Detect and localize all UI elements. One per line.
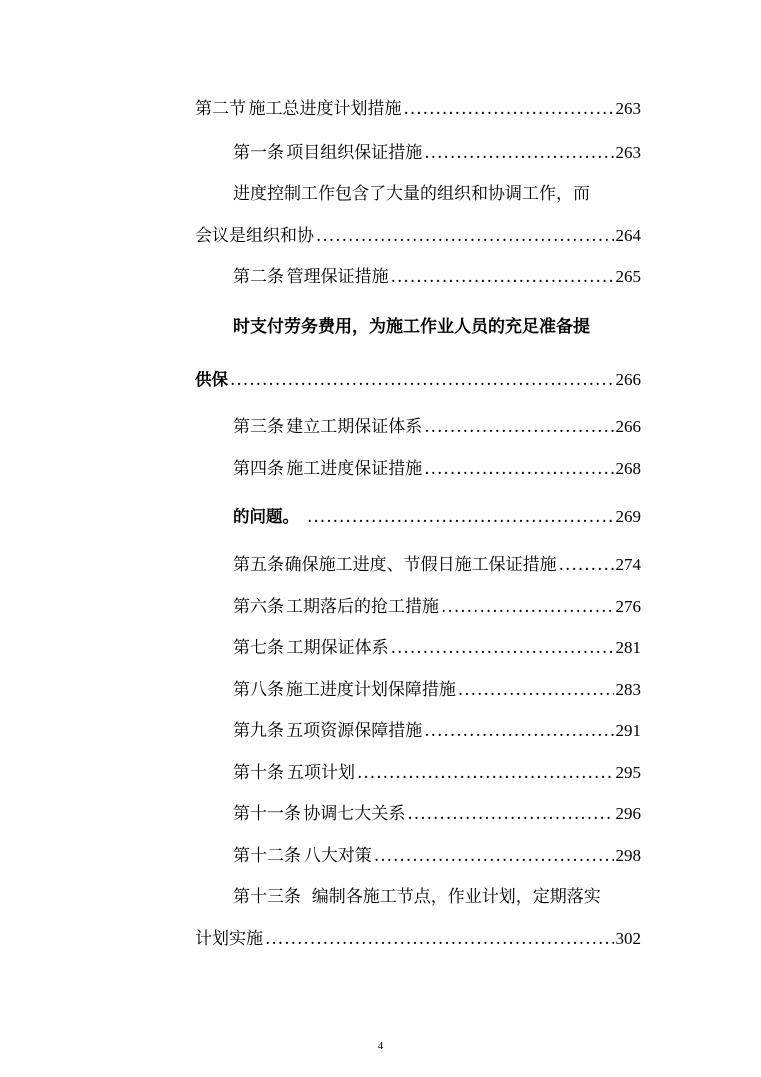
toc-entry[interactable] <box>233 506 641 528</box>
toc-entry-page: 268 <box>615 459 641 478</box>
toc-entry-page: 263 <box>615 143 641 162</box>
toc-entry-title: 建立工期保证体系 <box>286 417 423 437</box>
toc-entry-page: 276 <box>615 597 641 616</box>
toc-entry[interactable] <box>233 596 641 618</box>
toc-entry-title: 施工进度计划保障措施 <box>285 680 456 700</box>
toc-leader-dots <box>307 506 614 528</box>
toc-leader-dots <box>391 266 614 288</box>
toc-entry-title: 施工进度保证措施 <box>286 459 423 479</box>
toc-entry-page: 283 <box>615 680 641 699</box>
toc-entry[interactable] <box>195 98 641 120</box>
toc-entry-page: 295 <box>615 763 641 782</box>
toc-entry-page: 291 <box>615 721 641 740</box>
toc-entry-page: 302 <box>615 929 641 948</box>
toc-entry-label: 第三条 <box>233 417 284 437</box>
toc-entry-label: 第八条 <box>233 680 284 700</box>
toc-entry[interactable] <box>195 369 641 391</box>
toc-entry-title: 施工总进度计划措施 <box>248 99 402 119</box>
toc-entry-title: 工期保证体系 <box>286 638 389 658</box>
toc-leader-dots <box>559 554 614 576</box>
toc-entry-label: 第五条 <box>233 555 284 575</box>
toc-entry-text-line1[interactable]: 时支付劳务费用，为施工作业人员的充足准备提 <box>233 317 590 337</box>
toc-leader-dots <box>424 458 613 480</box>
toc-entry-page: 269 <box>615 507 641 526</box>
page-number: 4 <box>377 1040 384 1052</box>
toc-entry-title: 协调七大关系 <box>303 804 406 824</box>
toc-entry-page: 281 <box>615 638 641 657</box>
toc-entry[interactable] <box>195 225 641 247</box>
toc-entry-label: 第七条 <box>233 638 284 658</box>
toc-entry-label: 第十二条 <box>233 846 301 866</box>
toc-leader-dots <box>424 720 613 742</box>
toc-entry-text-line1[interactable]: 进度控制工作包含了大量的组织和协调工作，而 <box>233 184 590 204</box>
toc-entry[interactable] <box>233 845 641 867</box>
toc-entry[interactable] <box>233 458 641 480</box>
toc-entry-page: 264 <box>615 226 641 245</box>
toc-entry[interactable] <box>233 679 641 701</box>
toc-entry-label: 第六条 <box>233 597 284 617</box>
toc-entry-title: 五项计划 <box>287 763 355 783</box>
toc-entry[interactable] <box>195 928 641 950</box>
toc-entry[interactable] <box>233 142 641 164</box>
toc-entry[interactable] <box>233 266 641 288</box>
toc-entry[interactable] <box>233 720 641 742</box>
toc-entry-title: 确保施工进度、节假日施工保证措施 <box>284 555 557 575</box>
toc-entry-text: 的问题。 <box>233 507 299 526</box>
toc-entry[interactable] <box>233 416 641 438</box>
toc-leader-dots <box>374 845 614 867</box>
toc-entry-page: 296 <box>615 804 641 823</box>
toc-entry-text-line2: 供保 <box>195 370 228 389</box>
toc-entry-page: 263 <box>615 99 641 118</box>
toc-entry-label: 第九条 <box>233 721 284 741</box>
toc-leader-dots <box>424 142 613 164</box>
toc-leader-dots <box>458 679 614 701</box>
toc-entry-text-line2: 会议是组织和协 <box>195 226 314 246</box>
toc-leader-dots <box>424 416 613 438</box>
toc-entry-label: 第十一条 <box>233 804 301 824</box>
toc-leader-dots <box>357 762 614 784</box>
toc-entry-title: 管理保证措施 <box>286 267 389 287</box>
toc-leader-dots <box>230 369 614 391</box>
toc-leader-dots <box>441 596 613 618</box>
toc-entry-label: 第十条 <box>233 763 284 783</box>
toc-leader-dots <box>316 225 614 247</box>
toc-entry-label: 第四条 <box>233 459 284 479</box>
toc-leader-dots <box>391 637 614 659</box>
toc-entry-title: 五项资源保障措施 <box>286 721 423 741</box>
toc-entry-label: 第二条 <box>233 267 284 287</box>
toc-entry[interactable] <box>233 637 641 659</box>
toc-entry-title: 项目组织保证措施 <box>286 143 423 163</box>
toc-entry-page: 298 <box>615 846 641 865</box>
toc-leader-dots <box>407 803 613 825</box>
toc-entry-page: 266 <box>615 417 641 436</box>
toc-entry[interactable] <box>233 803 641 825</box>
toc-entry-page: 265 <box>615 267 641 286</box>
toc-entry-label: 第二节 <box>195 99 246 119</box>
toc-entry-text-line1[interactable]: 第十三条 编制各施工节点，作业计划，定期落实 <box>233 887 601 907</box>
toc-entry-title: 工期落后的抢工措施 <box>286 597 440 617</box>
toc-entry-label: 第一条 <box>233 143 284 163</box>
toc-leader-dots <box>403 98 613 120</box>
toc-entry[interactable] <box>233 554 641 576</box>
toc-entry-title: 八大对策 <box>303 846 372 866</box>
toc-entry-text-line2: 计划实施 <box>195 929 263 949</box>
toc-entry-page: 266 <box>615 370 641 389</box>
toc-entry-page: 274 <box>615 555 641 574</box>
toc-entry[interactable] <box>233 762 641 784</box>
toc-leader-dots <box>265 928 614 950</box>
